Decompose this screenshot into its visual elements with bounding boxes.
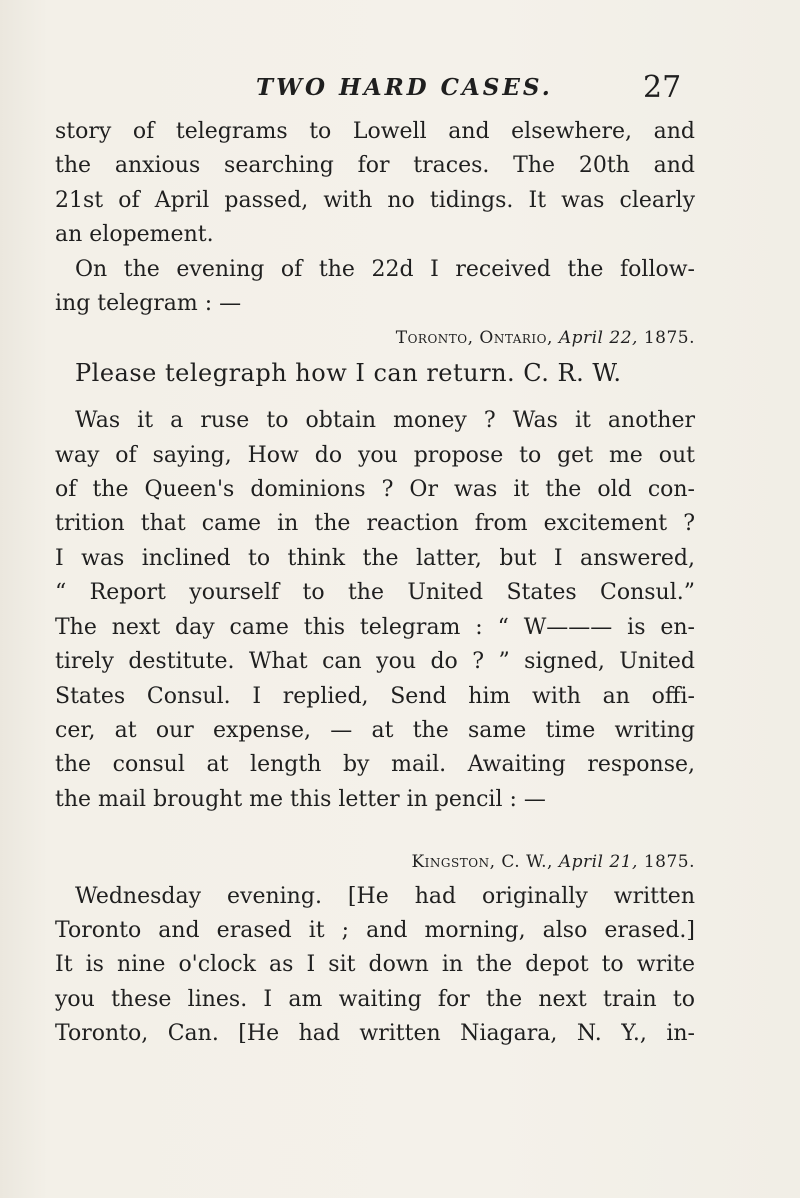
dateline-year: 1875. [643,852,695,873]
page-header [0,70,800,110]
text-line: The next day came this telegram : “ W——— is en- [55,614,695,640]
text-line: Was it a ruse to obtain money ? Was it another [75,408,695,434]
text-line: cer, at our expense, — at the same time writing [55,717,695,743]
dateline-year: 1875. [643,328,695,349]
spacer [55,390,695,404]
text-line: I was inclined to think the latter, but I answered, [55,545,695,571]
dateline-kingston [55,845,695,879]
text-line: tirely destitute. What can you do ? ” signed, United [55,649,695,675]
text-line: of the Queen's dominions ? Or was it the old con- [55,477,695,503]
text-line: the consul at length by mail. Awaiting response, [55,752,695,778]
dateline-date: April 22, [558,328,638,349]
text-line: ing telegram : — [55,291,242,317]
text-line: you these lines. I am waiting for the next train to [55,986,695,1012]
text-line: 21st of April passed, with no tidings. It was clearly [55,187,695,213]
spacer [55,817,695,845]
body-text [55,115,695,1052]
dateline-toronto [55,321,695,355]
text-line: story of telegrams to Lowell and elsewhere, and [55,119,695,144]
page-number: 27 [643,70,682,105]
text-line: States Consul. I replied, Send him with an offi- [55,683,695,709]
dateline-place: Toronto, Ontario, [395,328,553,349]
dateline-date: April 21, [558,852,638,873]
text-line: an elopement. [55,222,214,248]
telegram-text: Please telegraph how I can return. C. R. W. [75,358,622,387]
text-line: Toronto and erased it ; and morning, also erased.] [55,917,695,943]
text-line: “ Report yourself to the United States Consul.” [55,580,695,606]
running-head: TWO HARD CASES. [256,74,553,101]
text-line: It is nine o'clock as I sit down in the depot to write [55,952,695,978]
text-line: the anxious searching for traces. The 20th and [55,153,695,179]
text-line: On the evening of the 22d I received the follow- [75,256,695,282]
text-line: Toronto, Can. [He had written Niagara, N. Y., in- [55,1021,695,1047]
dateline-place: Kingston, C. W., [411,852,553,873]
text-line: the mail brought me this letter in pencil : — [55,786,546,812]
text-line: trition that came in the reaction from excitement ? [55,511,695,537]
text-line: way of saying, How do you propose to get me out [55,442,695,468]
text-line: Wednesday evening. [He had originally written [75,883,695,909]
